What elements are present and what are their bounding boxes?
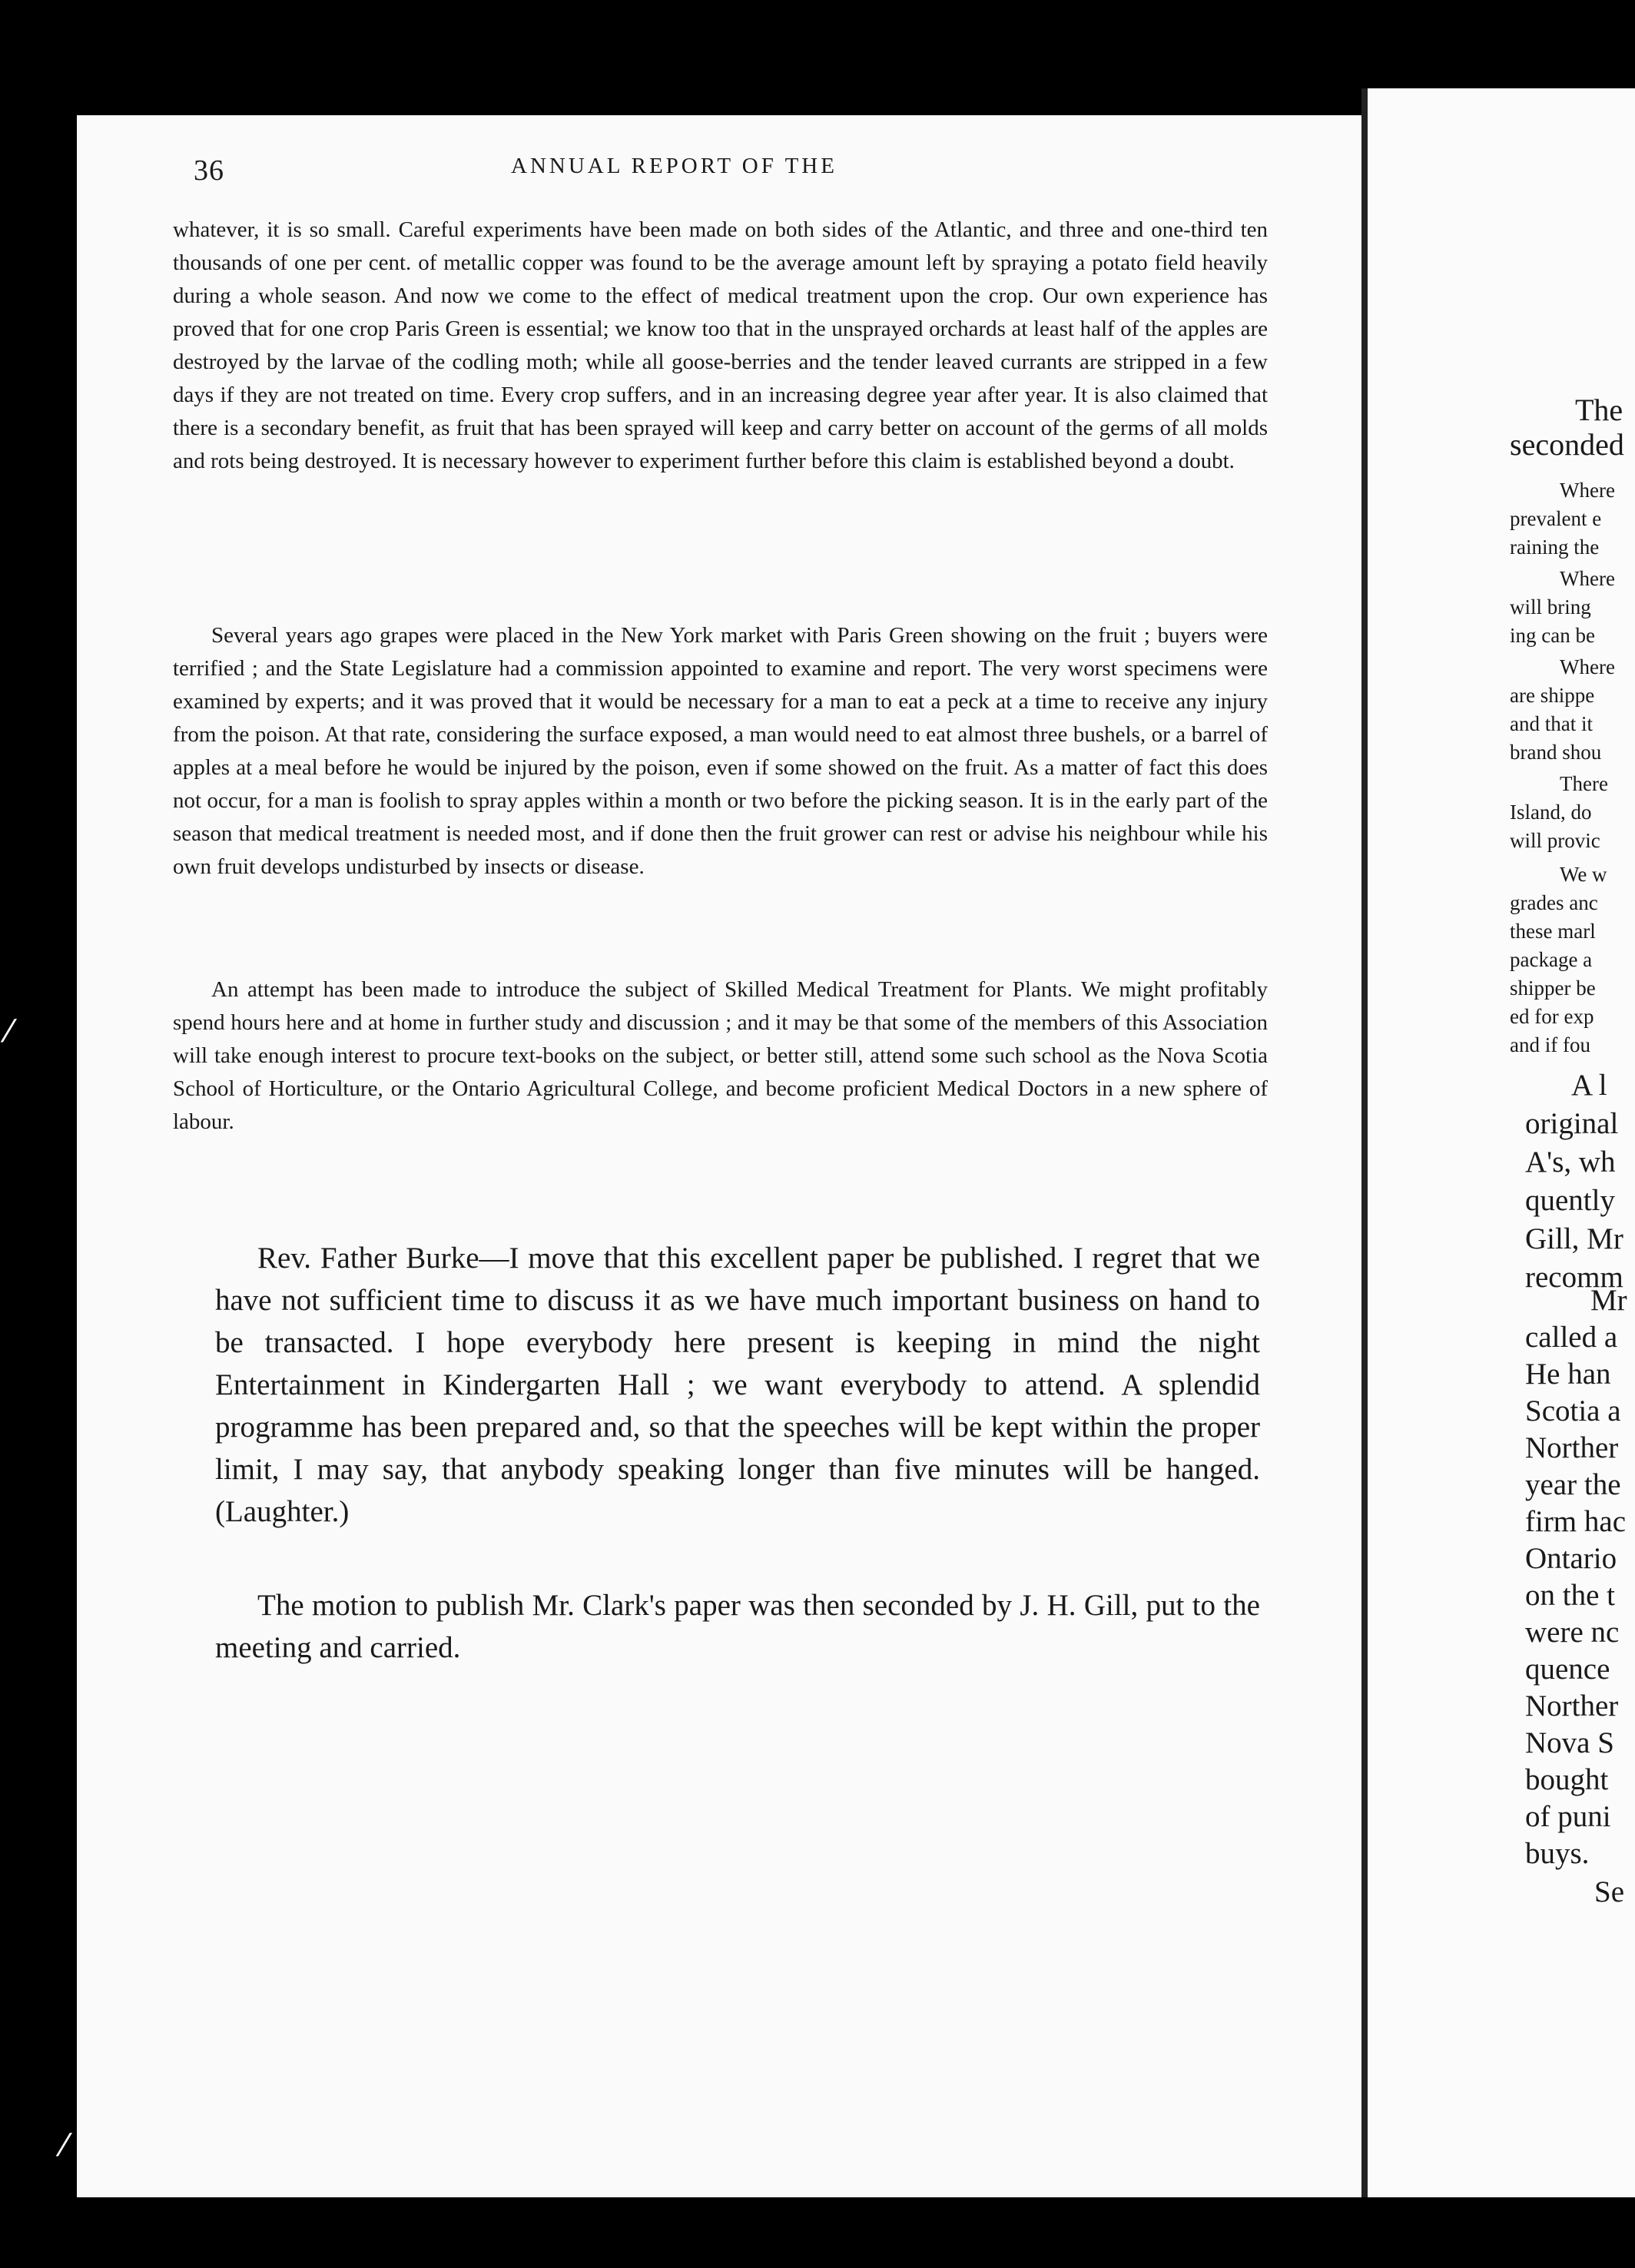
right-large-line: original [1525, 1107, 1619, 1140]
right-large-line: A l [1571, 1069, 1607, 1102]
right-large-line: quence [1525, 1653, 1610, 1686]
right-large-line: Se [1594, 1875, 1624, 1908]
paragraph-new-york-grapes: Several years ago grapes were placed in the New York market with Paris Green showing on the fruit ; buyers were terrified ; and the State Legislature had a commission appointed to examine and report. The very worst specimens were examined by experts; and it was proved that it would be necessary for a man to eat a peck at a time to receive any injury from the poison. At that rate, considering the surface exposed, a man would need to eat almost three bushels, or a barrel of apples at a meal before he would be injured by the poison, even if some showed on the fruit. As a matter of fact this does not occur, for a man is foolish to spray apples within a month or two before the picking season. It is in the early part of the season that medical treatment is needed most, and if done then the fruit grower can rest or advise his neighbour while his own fruit develops undisturbed by insects or disease. [173, 623, 1268, 879]
right-head-line-2: seconded [1510, 427, 1624, 462]
right-large-line: Gill, Mr [1525, 1222, 1623, 1255]
right-large-line: called a [1525, 1321, 1618, 1354]
paragraph-skilled-medical-treatment: An attempt has been made to introduce the subject of Skilled Medical Treatment for Plants. We might profitably spend hours here and at home in further study and discussion ; and it may be that some of the members of this Association will take enough interest to procure text-books on the subject, or better still, attend some such school as the Nova Scotia School of Horticulture, or the Ontario Agricultural College, and become proficient Medical Doctors in a new sphere of labour. [173, 977, 1268, 1134]
right-small-line: and that it [1510, 712, 1593, 735]
scan-artifact-mark: ⁄ [6, 1014, 12, 1049]
running-head: ANNUAL REPORT OF THE [511, 154, 837, 178]
right-large-line: were nc [1525, 1616, 1620, 1649]
right-small-line: prevalent e [1510, 507, 1602, 530]
page-number: 36 [194, 154, 224, 187]
right-small-line: brand shou [1510, 741, 1602, 764]
right-small-line: ed for exp [1510, 1005, 1594, 1028]
paragraph-father-burke: Rev. Father Burke—I move that this excellent paper be published. I regret that we have not sufficient time to discuss it as we have much important business on hand to be transacted. I hope everybody here present is keeping in mind the night Entertainment in Kindergarten Hall ; we want everybody to attend. A splendid programme has been prepared and, so that the speeches will be kept within the proper limit, I may say, that anybody speaking longer than five minutes will be hanged. (Laughter.) [215, 1242, 1260, 1528]
right-small-line: shipper be [1510, 976, 1596, 1000]
right-large-line: year the [1525, 1468, 1621, 1501]
right-small-line: package a [1510, 948, 1593, 971]
right-small-line: Island, do [1510, 801, 1592, 824]
right-large-line: A's, wh [1525, 1146, 1616, 1179]
right-head-line-1: The [1575, 393, 1623, 427]
right-large-line: Nova S [1525, 1726, 1614, 1759]
right-small-line: will bring [1510, 595, 1591, 618]
right-small-line: raining the [1510, 536, 1600, 559]
scan-artifact-mark: ⁄ [61, 2128, 67, 2164]
page-gutter [1361, 88, 1368, 2197]
right-small-line: Where [1560, 655, 1615, 678]
right-large-line: He han [1525, 1358, 1611, 1391]
right-small-line: ing can be [1510, 624, 1595, 647]
right-small-line: We w [1560, 863, 1607, 886]
right-large-line: Norther [1525, 1689, 1619, 1723]
right-large-line: recomm [1525, 1261, 1623, 1294]
right-large-line: Ontario [1525, 1542, 1617, 1575]
right-large-line: Mr [1590, 1284, 1627, 1317]
right-large-line: Norther [1525, 1431, 1619, 1464]
right-small-line: grades anc [1510, 891, 1598, 914]
right-small-line: Where [1560, 479, 1615, 502]
right-large-line: bought [1525, 1763, 1609, 1796]
right-small-line: are shippe [1510, 684, 1595, 707]
right-large-line: Scotia a [1525, 1394, 1621, 1427]
right-small-line: There [1560, 772, 1608, 795]
right-large-line: on the t [1525, 1579, 1615, 1612]
right-large-line: of puni [1525, 1800, 1611, 1833]
right-small-line: will provic [1510, 829, 1600, 852]
right-small-line: Where [1560, 567, 1615, 590]
right-large-line: firm hac [1525, 1505, 1627, 1538]
right-large-line: buys. [1525, 1837, 1590, 1870]
right-large-line: quently [1525, 1184, 1615, 1217]
paragraph-spraying-experiments: whatever, it is so small. Careful experiments have been made on both sides of the Atlantic, and three and one-third ten thousands of one per cent. of metallic copper was found to be the average amount left by spraying a potato field heavily during a whole season. And now we come to the effect of medical treatment upon the crop. Our own experience has proved that for one crop Paris Green is essential; we know too that in the unsprayed orchards at least half of the apples are destroyed by the larvae of the codling moth; while all goose-berries and the tender leaved currants are stripped in a few days if they are not treated on time. Every crop suffers, and in an increasing degree year after year. It is also claimed that there is a secondary benefit, as fruit that has been sprayed will keep and carry better on account of the germs of all molds and rots being destroyed. It is necessary however to experiment further before this claim is established beyond a doubt. [173, 217, 1268, 473]
paragraph-motion-carried: The motion to publish Mr. Clark's paper was then seconded by J. H. Gill, put to the meeting and carried. [215, 1589, 1260, 1664]
right-small-line: these marl [1510, 920, 1596, 943]
right-small-line: and if fou [1510, 1033, 1590, 1056]
